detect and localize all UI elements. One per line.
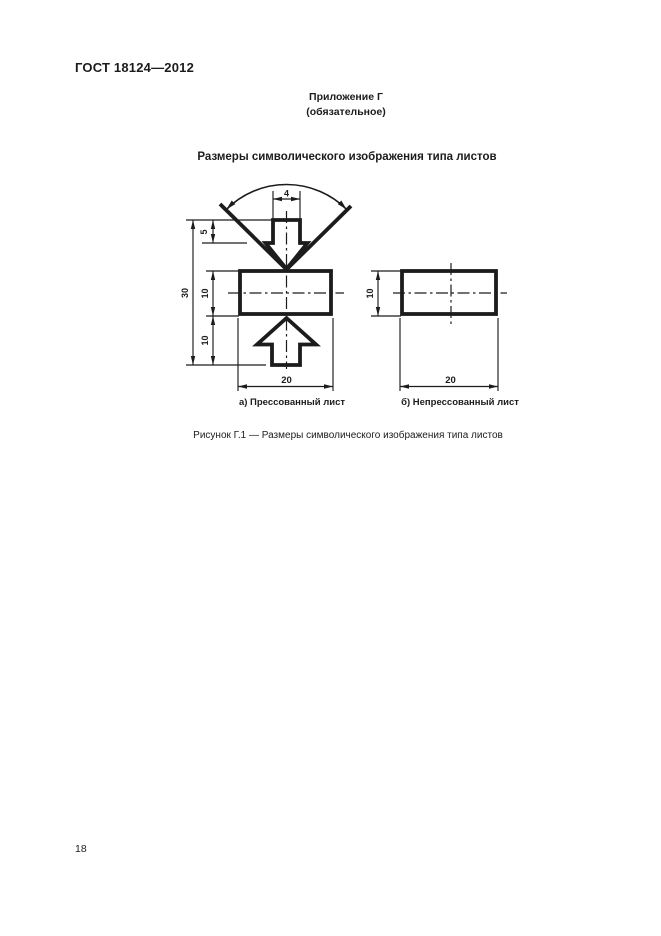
subfigure-b-label: б) Непрессованный лист <box>401 397 519 408</box>
dim-label-10-sheet-a: 10 <box>200 288 210 299</box>
section-title: Размеры символического изображения типа листов <box>197 151 497 163</box>
dim-label-10-arrow: 10 <box>200 335 210 346</box>
dim-label-5: 5 <box>199 229 209 235</box>
page-number: 18 <box>75 843 87 855</box>
doc-number: ГОСТ 18124—2012 <box>75 60 194 75</box>
dim-label-20-b: 20 <box>445 375 456 386</box>
subfigure-a-label: а) Прессованный лист <box>238 397 346 408</box>
dim-label-20-a: 20 <box>281 375 292 386</box>
appendix-note: (обязательное) <box>306 106 386 118</box>
appendix-block <box>306 90 386 120</box>
appendix-heading: Приложение Г <box>309 91 383 103</box>
figure-g1-drawing <box>175 170 535 398</box>
dim-label-30: 30 <box>180 287 190 299</box>
figure-caption: Рисунок Г.1 — Размеры символического изображения типа листов <box>193 430 503 441</box>
dim-label-4: 4 <box>283 188 290 199</box>
dim-label-10-sheet-b: 10 <box>365 288 375 299</box>
